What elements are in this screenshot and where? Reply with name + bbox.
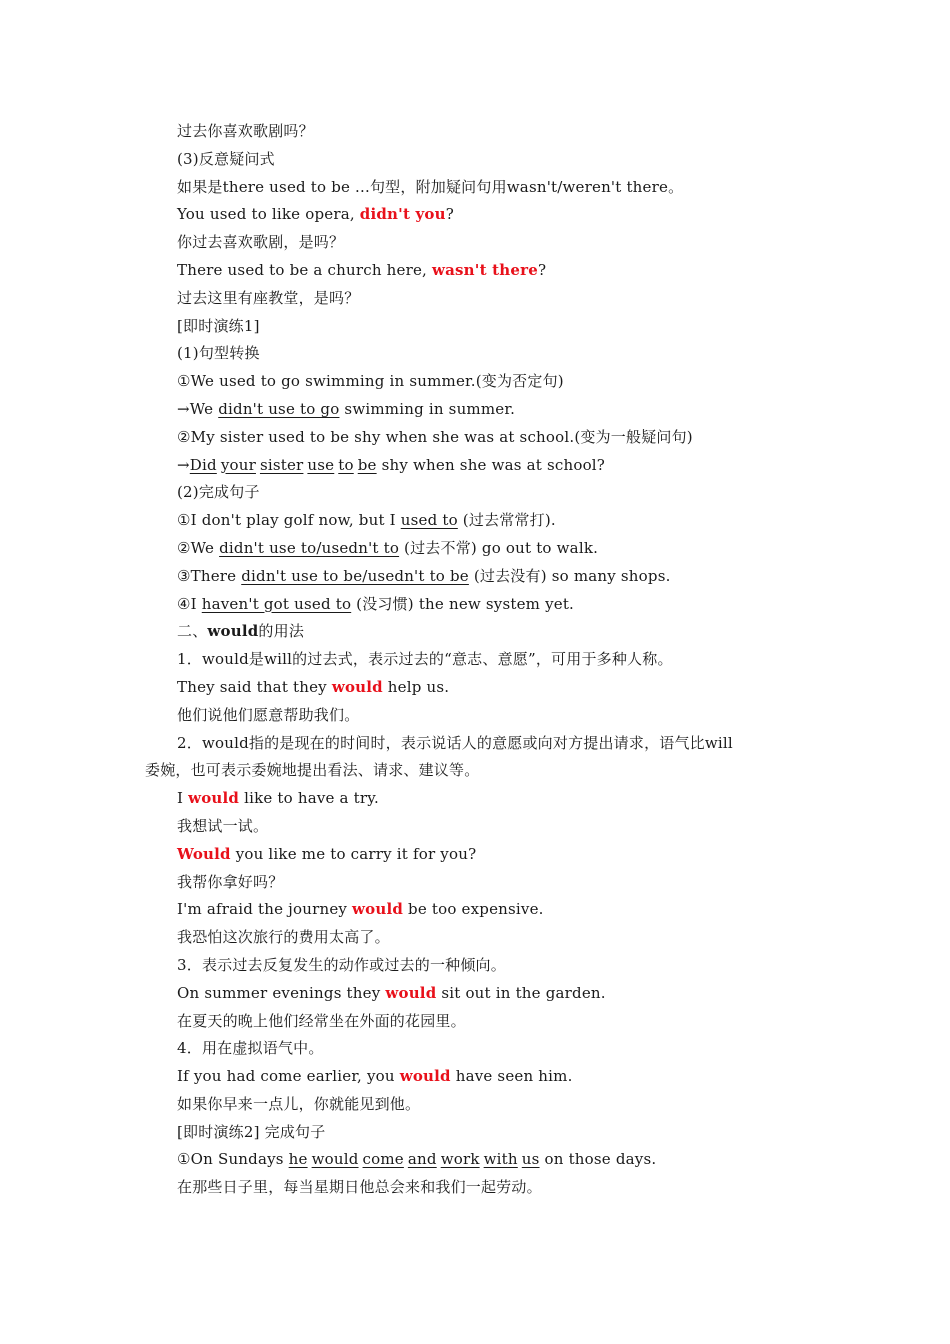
section-heading xyxy=(177,618,817,646)
answer-blank: haven't got used to xyxy=(201,594,352,613)
text: on those days. xyxy=(539,1150,657,1169)
answer-blank: be xyxy=(357,455,377,474)
text: ? xyxy=(537,260,547,279)
answer-blank: didn't use to/usedn't to xyxy=(219,538,400,557)
text: (1)句型转换 xyxy=(177,344,260,363)
example-sentence xyxy=(177,980,817,1008)
exercise-heading xyxy=(177,313,817,341)
answer-blank: he xyxy=(288,1150,308,1169)
answer-blank: work xyxy=(440,1150,480,1169)
translation xyxy=(177,1008,817,1036)
highlight: would xyxy=(385,983,437,1002)
text: 我想试一试。 xyxy=(177,816,269,835)
rule-line xyxy=(177,730,817,758)
text: ? xyxy=(445,205,454,224)
text: shy when she was at school? xyxy=(376,455,606,474)
highlight: didn't you xyxy=(359,205,446,224)
exercise-answer xyxy=(177,396,817,424)
text: 他们说他们愿意帮助我们。 xyxy=(177,705,360,724)
text: You used to like opera, xyxy=(177,205,360,224)
example-sentence xyxy=(177,841,817,869)
answer-blank: and xyxy=(407,1150,437,1169)
example-sentence xyxy=(177,257,817,285)
answer-blank: your xyxy=(220,455,256,474)
translation xyxy=(177,813,817,841)
answer-blank: with xyxy=(483,1150,518,1169)
text-line xyxy=(177,174,817,202)
text: (3)反意疑问式 xyxy=(177,149,275,168)
text: [即时演练1] xyxy=(177,316,260,335)
text: 在夏天的晚上他们经常坐在外面的花园里。 xyxy=(177,1011,466,1030)
highlight: Would xyxy=(177,844,231,863)
example-sentence xyxy=(177,674,817,702)
answer-blank: us xyxy=(521,1150,540,1169)
answer-blank: used to xyxy=(400,511,458,530)
exercise-answer xyxy=(177,452,817,480)
highlight: would xyxy=(352,900,404,919)
heading-keyword: would xyxy=(207,622,259,641)
text: 过去你喜欢歌剧吗？ xyxy=(177,122,314,140)
translation xyxy=(177,285,817,313)
text: → xyxy=(177,455,190,474)
text: (过去常常打). xyxy=(457,511,556,530)
text: 过去这里有座教堂，是吗？ xyxy=(177,288,360,307)
exercise-item xyxy=(177,591,817,619)
highlight: would xyxy=(331,677,383,696)
text: swimming in summer. xyxy=(339,399,516,418)
text: [即时演练2] 完成句子 xyxy=(177,1122,326,1141)
text: (没习惯) the new system yet. xyxy=(351,594,575,613)
text: 如果你早来一点儿，你就能见到他。 xyxy=(177,1094,421,1113)
translation xyxy=(177,924,817,952)
text: 的用法 xyxy=(258,622,305,641)
highlight: wasn't there xyxy=(432,260,538,279)
text: ①On Sundays xyxy=(177,1150,289,1169)
answer-blank: sister xyxy=(259,455,304,474)
text: 4．用在虚拟语气中。 xyxy=(177,1039,324,1058)
text: help us. xyxy=(382,677,450,696)
answer-blank: to xyxy=(338,455,354,474)
text: →We xyxy=(177,399,219,418)
exercise-item xyxy=(177,563,817,591)
text: There used to be a church here, xyxy=(177,260,432,279)
rule-line xyxy=(177,646,817,674)
text: 在那些日子里，每当星期日他总会来和我们一起劳动。 xyxy=(177,1178,542,1197)
text-line xyxy=(177,118,817,146)
example-sentence xyxy=(177,1063,817,1091)
translation xyxy=(177,1091,817,1119)
text: ③There xyxy=(177,566,242,585)
exercise-item xyxy=(177,368,817,396)
text: (过去没有) so many shops. xyxy=(468,566,671,585)
text: They said that they xyxy=(177,677,332,696)
exercise-item xyxy=(177,535,817,563)
text: 1．would是will的过去式，表示过去的“意志、意愿”，可用于多种人称。 xyxy=(177,650,673,669)
text: be too expensive. xyxy=(403,900,544,919)
translation xyxy=(177,1174,817,1202)
highlight: would xyxy=(399,1067,451,1086)
translation xyxy=(177,702,817,730)
example-sentence xyxy=(177,896,817,924)
translation xyxy=(177,229,817,257)
exercise-heading xyxy=(177,1119,817,1147)
text: ④I xyxy=(177,594,202,613)
text: like to have a try. xyxy=(239,789,379,808)
text: ①I don't play golf now, but I xyxy=(177,511,401,530)
answer-blank: Did xyxy=(189,455,217,474)
text: 我恐怕这次旅行的费用太高了。 xyxy=(177,928,390,947)
highlight: would xyxy=(188,789,240,808)
subheading xyxy=(177,340,817,368)
text: 2．would指的是现在的时间时，表示说话人的意愿或向对方提出请求，语气比will xyxy=(177,733,733,752)
text: (2)完成句子 xyxy=(177,483,260,502)
text: ①We used to go swimming in summer.(变为否定句) xyxy=(177,372,564,391)
subheading xyxy=(177,479,817,507)
text: 二、 xyxy=(177,622,208,641)
text: you like me to carry it for you? xyxy=(230,844,477,863)
text: 你过去喜欢歌剧，是吗？ xyxy=(177,233,345,252)
rule-line xyxy=(177,1035,817,1063)
text: ②We xyxy=(177,538,220,557)
rule-line-continued xyxy=(145,757,817,785)
subheading xyxy=(177,146,817,174)
text: 3．表示过去反复发生的动作或过去的一种倾向。 xyxy=(177,955,506,974)
exercise-item xyxy=(177,1146,817,1174)
rule-line xyxy=(177,952,817,980)
text: ②My sister used to be shy when she was at school.(变为一般疑问句) xyxy=(177,427,693,446)
text: 委婉，也可表示委婉地提出看法、请求、建议等。 xyxy=(145,761,480,780)
text: If you had come earlier, you xyxy=(177,1067,400,1086)
text: On summer evenings they xyxy=(177,983,386,1002)
document-body xyxy=(145,118,817,1202)
text: I xyxy=(177,789,189,808)
text: (过去不常) go out to walk. xyxy=(399,538,599,557)
text: I'm afraid the journey xyxy=(177,900,353,919)
answer-blank: come xyxy=(362,1150,404,1169)
answer-blank: didn't use to be/usedn't to be xyxy=(241,566,469,585)
exercise-item xyxy=(177,507,817,535)
answer-blank: use xyxy=(307,455,335,474)
text: sit out in the garden. xyxy=(436,983,606,1002)
exercise-item xyxy=(177,424,817,452)
text: 如果是there used to be ...句型，附加疑问句用wasn't/weren't there。 xyxy=(177,177,684,196)
answer-blank: would xyxy=(311,1150,359,1169)
example-sentence xyxy=(177,201,817,229)
text: have seen him. xyxy=(450,1067,573,1086)
translation xyxy=(177,869,817,897)
text: 我帮你拿好吗？ xyxy=(177,872,284,891)
example-sentence xyxy=(177,785,817,813)
answer-blank: didn't use to go xyxy=(218,399,340,418)
